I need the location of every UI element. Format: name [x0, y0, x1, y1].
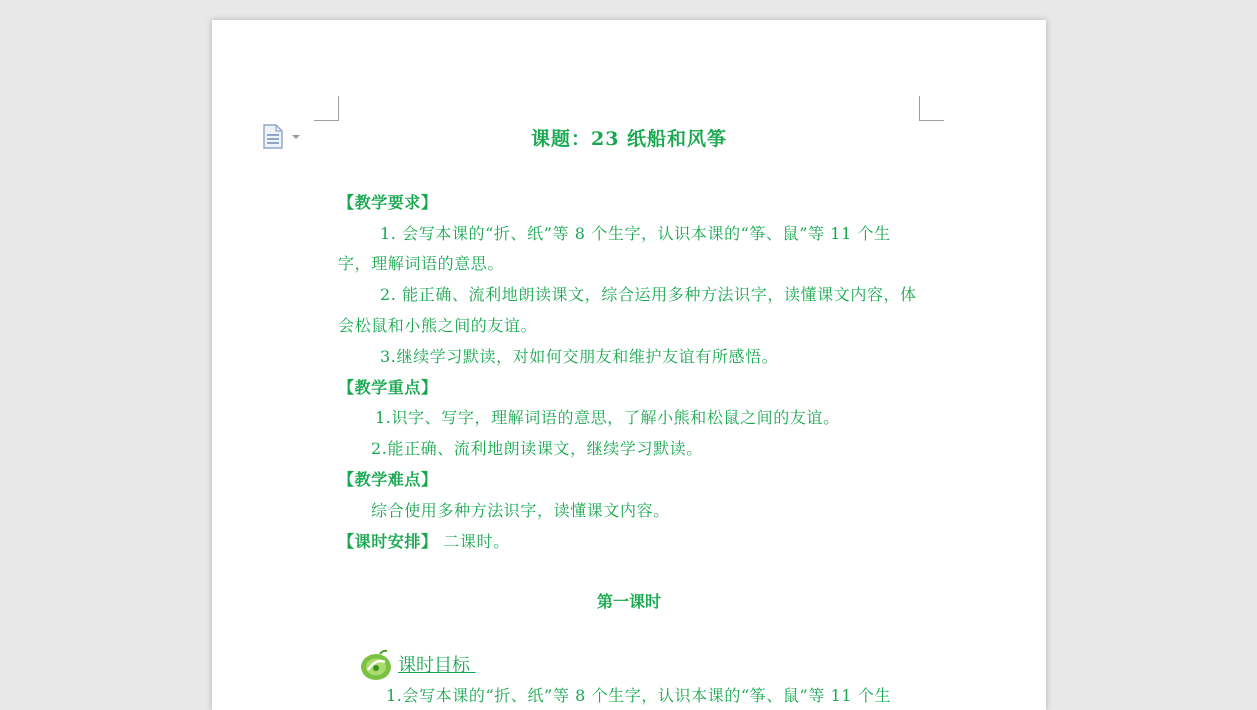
requirements-line-3: 3.继续学习默读，对如何交朋友和维护友谊有所感悟。 — [380, 347, 779, 366]
chevron-down-icon — [292, 135, 300, 139]
document-title: 课题：23 纸船和风筝 — [530, 128, 728, 150]
requirements-line-1: 1. 会写本课的“折、纸”等 8 个生字，认识本课的“筝、鼠”等 11 个生 — [380, 224, 891, 243]
leaf-icon — [358, 648, 394, 682]
key-points-line-2: 2.能正确、流利地朗读课文，继续学习默读。 — [371, 439, 703, 458]
first-period-title: 第一课时 — [596, 592, 661, 611]
difficulties-line-1: 综合使用多种方法识字，读懂课文内容。 — [371, 501, 670, 520]
lesson-goal-link[interactable]: 课时目标 — [398, 655, 476, 676]
margin-corner-top-right — [919, 96, 944, 121]
key-points-line-1: 1.识字、写字，理解词语的意思，了解小熊和松鼠之间的友谊。 — [375, 408, 840, 427]
schedule-text: 二课时。 — [443, 532, 510, 551]
requirements-line-1-cont: 字，理解词语的意思。 — [338, 254, 505, 273]
difficulties-heading: 【教学难点】 — [338, 470, 438, 489]
first-period-line-1: 1.会写本课的“折、纸”等 8 个生字，认识本课的“筝、鼠”等 11 个生 — [386, 686, 892, 705]
key-points-heading: 【教学重点】 — [338, 378, 438, 397]
document-page — [212, 20, 1046, 710]
requirements-line-2: 2. 能正确、流利地朗读课文，综合运用多种方法识字，读懂课文内容，体 — [380, 285, 917, 304]
document-icon — [262, 124, 306, 150]
schedule-line — [338, 529, 510, 552]
document-menu-button[interactable] — [262, 124, 306, 150]
margin-corner-top-left — [314, 96, 339, 121]
requirements-line-2-cont: 会松鼠和小熊之间的友谊。 — [338, 316, 538, 335]
requirements-heading: 【教学要求】 — [338, 193, 438, 212]
schedule-heading: 【课时安排】 — [338, 532, 438, 551]
